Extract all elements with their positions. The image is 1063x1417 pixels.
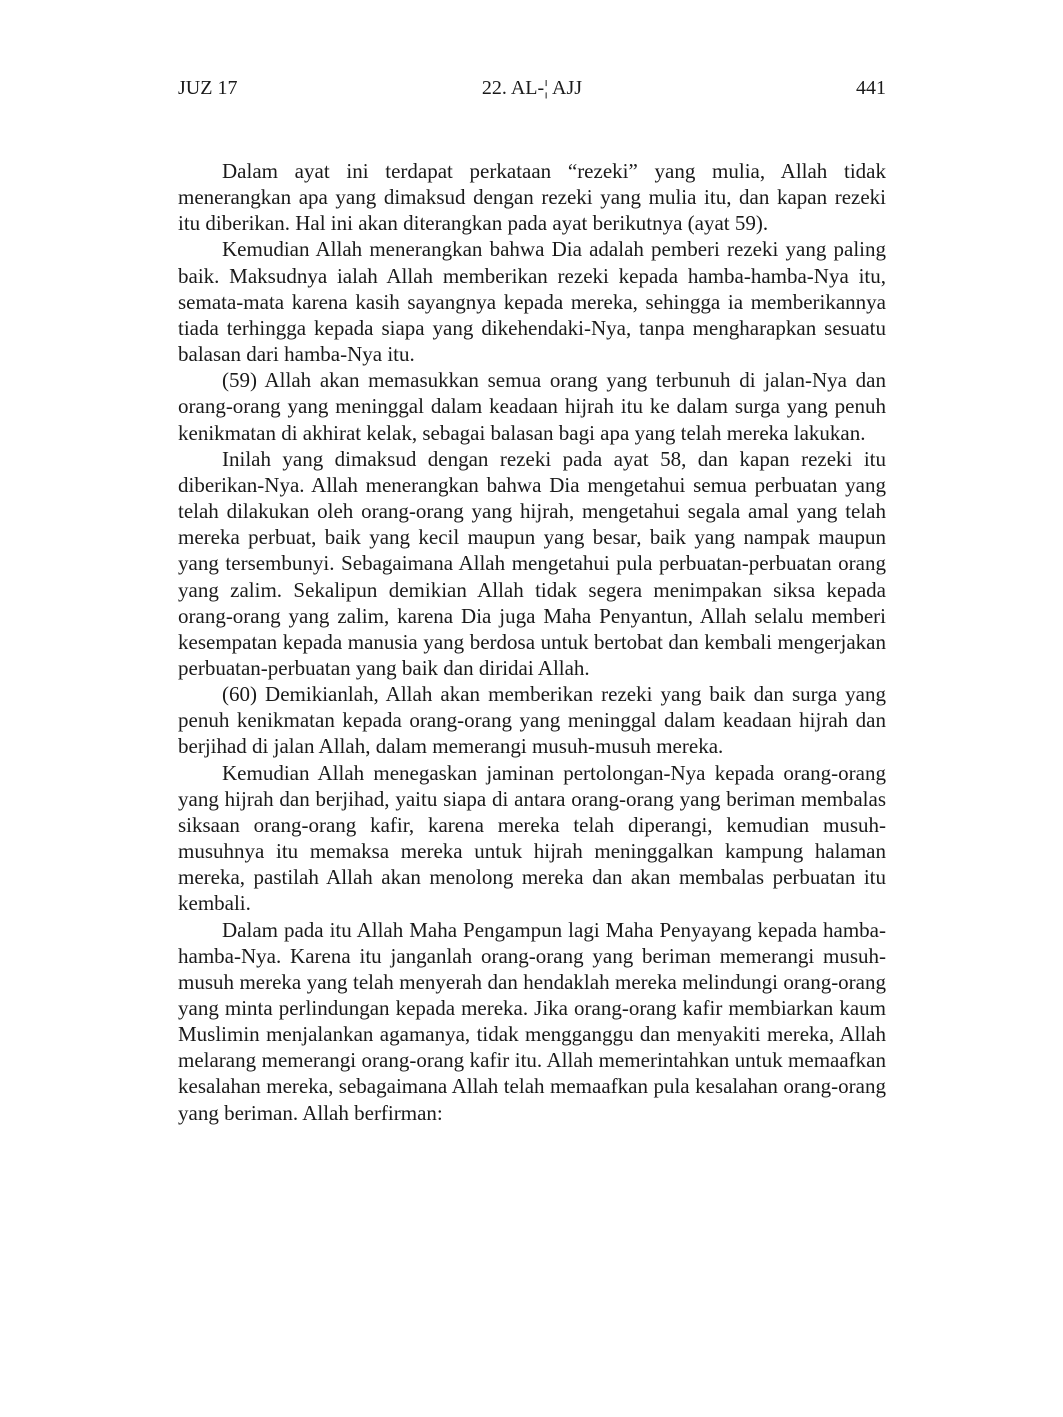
paragraph: Kemudian Allah menegaskan jaminan pertolongan-Nya kepada orang-orang yang hijrah dan berjihad, yaitu siapa di antara orang-orang yang beriman membalas siksaan orang-orang kafir, karena mereka telah diperangi, kemudian musuh-musuhnya itu memaksa mereka untuk hijrah meninggalkan kampung halaman mereka, pastilah Allah akan menolong mereka dan akan membalas perbuatan itu kembali. <box>178 760 886 916</box>
body-text <box>178 158 886 1126</box>
paragraph: Dalam ayat ini terdapat perkataan “rezeki” yang mulia, Allah tidak menerangkan apa yang dimaksud dengan rezeki yang mulia itu, dan kapan rezeki itu diberikan. Hal ini akan diterangkan pada ayat berikutnya (ayat 59). <box>178 159 886 236</box>
document-page <box>178 0 886 1417</box>
paragraph: Dalam pada itu Allah Maha Pengampun lagi Maha Penyayang kepada hamba-hamba-Nya. Karena itu janganlah orang-orang yang beriman memerangi musuh-musuh mereka yang telah menyerah dan hendaklah mereka melindungi orang-orang yang minta perlindungan kepada mereka. Jika orang-orang kafir membiarkan kaum Muslimin menjalankan agamanya, tidak mengganggu dan menyakiti mereka, Allah melarang memerangi orang-orang kafir itu. Allah memerintahkan untuk memaafkan kesalahan mereka, sebagaimana Allah telah memaafkan pula kesalahan orang-orang yang beriman. Allah berfirman: <box>178 917 886 1125</box>
paragraph: Inilah yang dimaksud dengan rezeki pada ayat 58, dan kapan rezeki itu diberikan-Nya. Allah menerangkan bahwa Dia mengetahui semua perbuatan yang telah dilakukan oleh orang-orang yang hijrah, mengetahui segala amal yang telah mereka perbuat, baik yang kecil maupun yang besar, baik yang nampak maupun yang tersembunyi. Sebagaimana Allah mengetahui pula perbuatan-perbuatan orang yang zalim. Sekalipun demikian Allah tidak segera menimpakan siksa kepada orang-orang yang zalim, karena Dia juga Maha Penyantun, Allah selalu memberi kesempatan kepada manusia yang berdosa untuk bertobat dan kembali mengerjakan perbuatan-perbuatan yang baik dan diridai Allah. <box>178 446 886 680</box>
paragraph: Kemudian Allah menerangkan bahwa Dia adalah pemberi rezeki yang paling baik. Maksudnya ialah Allah memberikan rezeki kepada hamba-hamba-Nya itu, semata-mata karena kasih sayangnya kepada mereka, sehingga ia memberikannya tiada terhingga kepada siapa yang dikehendaki-Nya, tanpa mengharapkan sesuatu balasan dari hamba-Nya itu. <box>178 237 886 367</box>
paragraph: (59) Allah akan memasukkan semua orang yang terbunuh di jalan-Nya dan orang-orang yang meninggal dalam keadaan hijrah itu ke dalam surga yang penuh kenikmatan di akhirat kelak, sebagai balasan bagi apa yang telah mereka lakukan. <box>178 368 886 445</box>
running-header <box>178 76 886 102</box>
page-number: 441 <box>856 77 886 99</box>
surah-title: 22. AL-¦ AJJ <box>481 77 583 99</box>
paragraph: (60) Demikianlah, Allah akan memberikan rezeki yang baik dan surga yang penuh kenikmatan kepada orang-orang yang meninggal dalam keadaan hijrah dan berjihad di jalan Allah, dalam memerangi musuh-musuh mereka. <box>178 682 886 759</box>
juz-label: JUZ 17 <box>178 77 238 99</box>
